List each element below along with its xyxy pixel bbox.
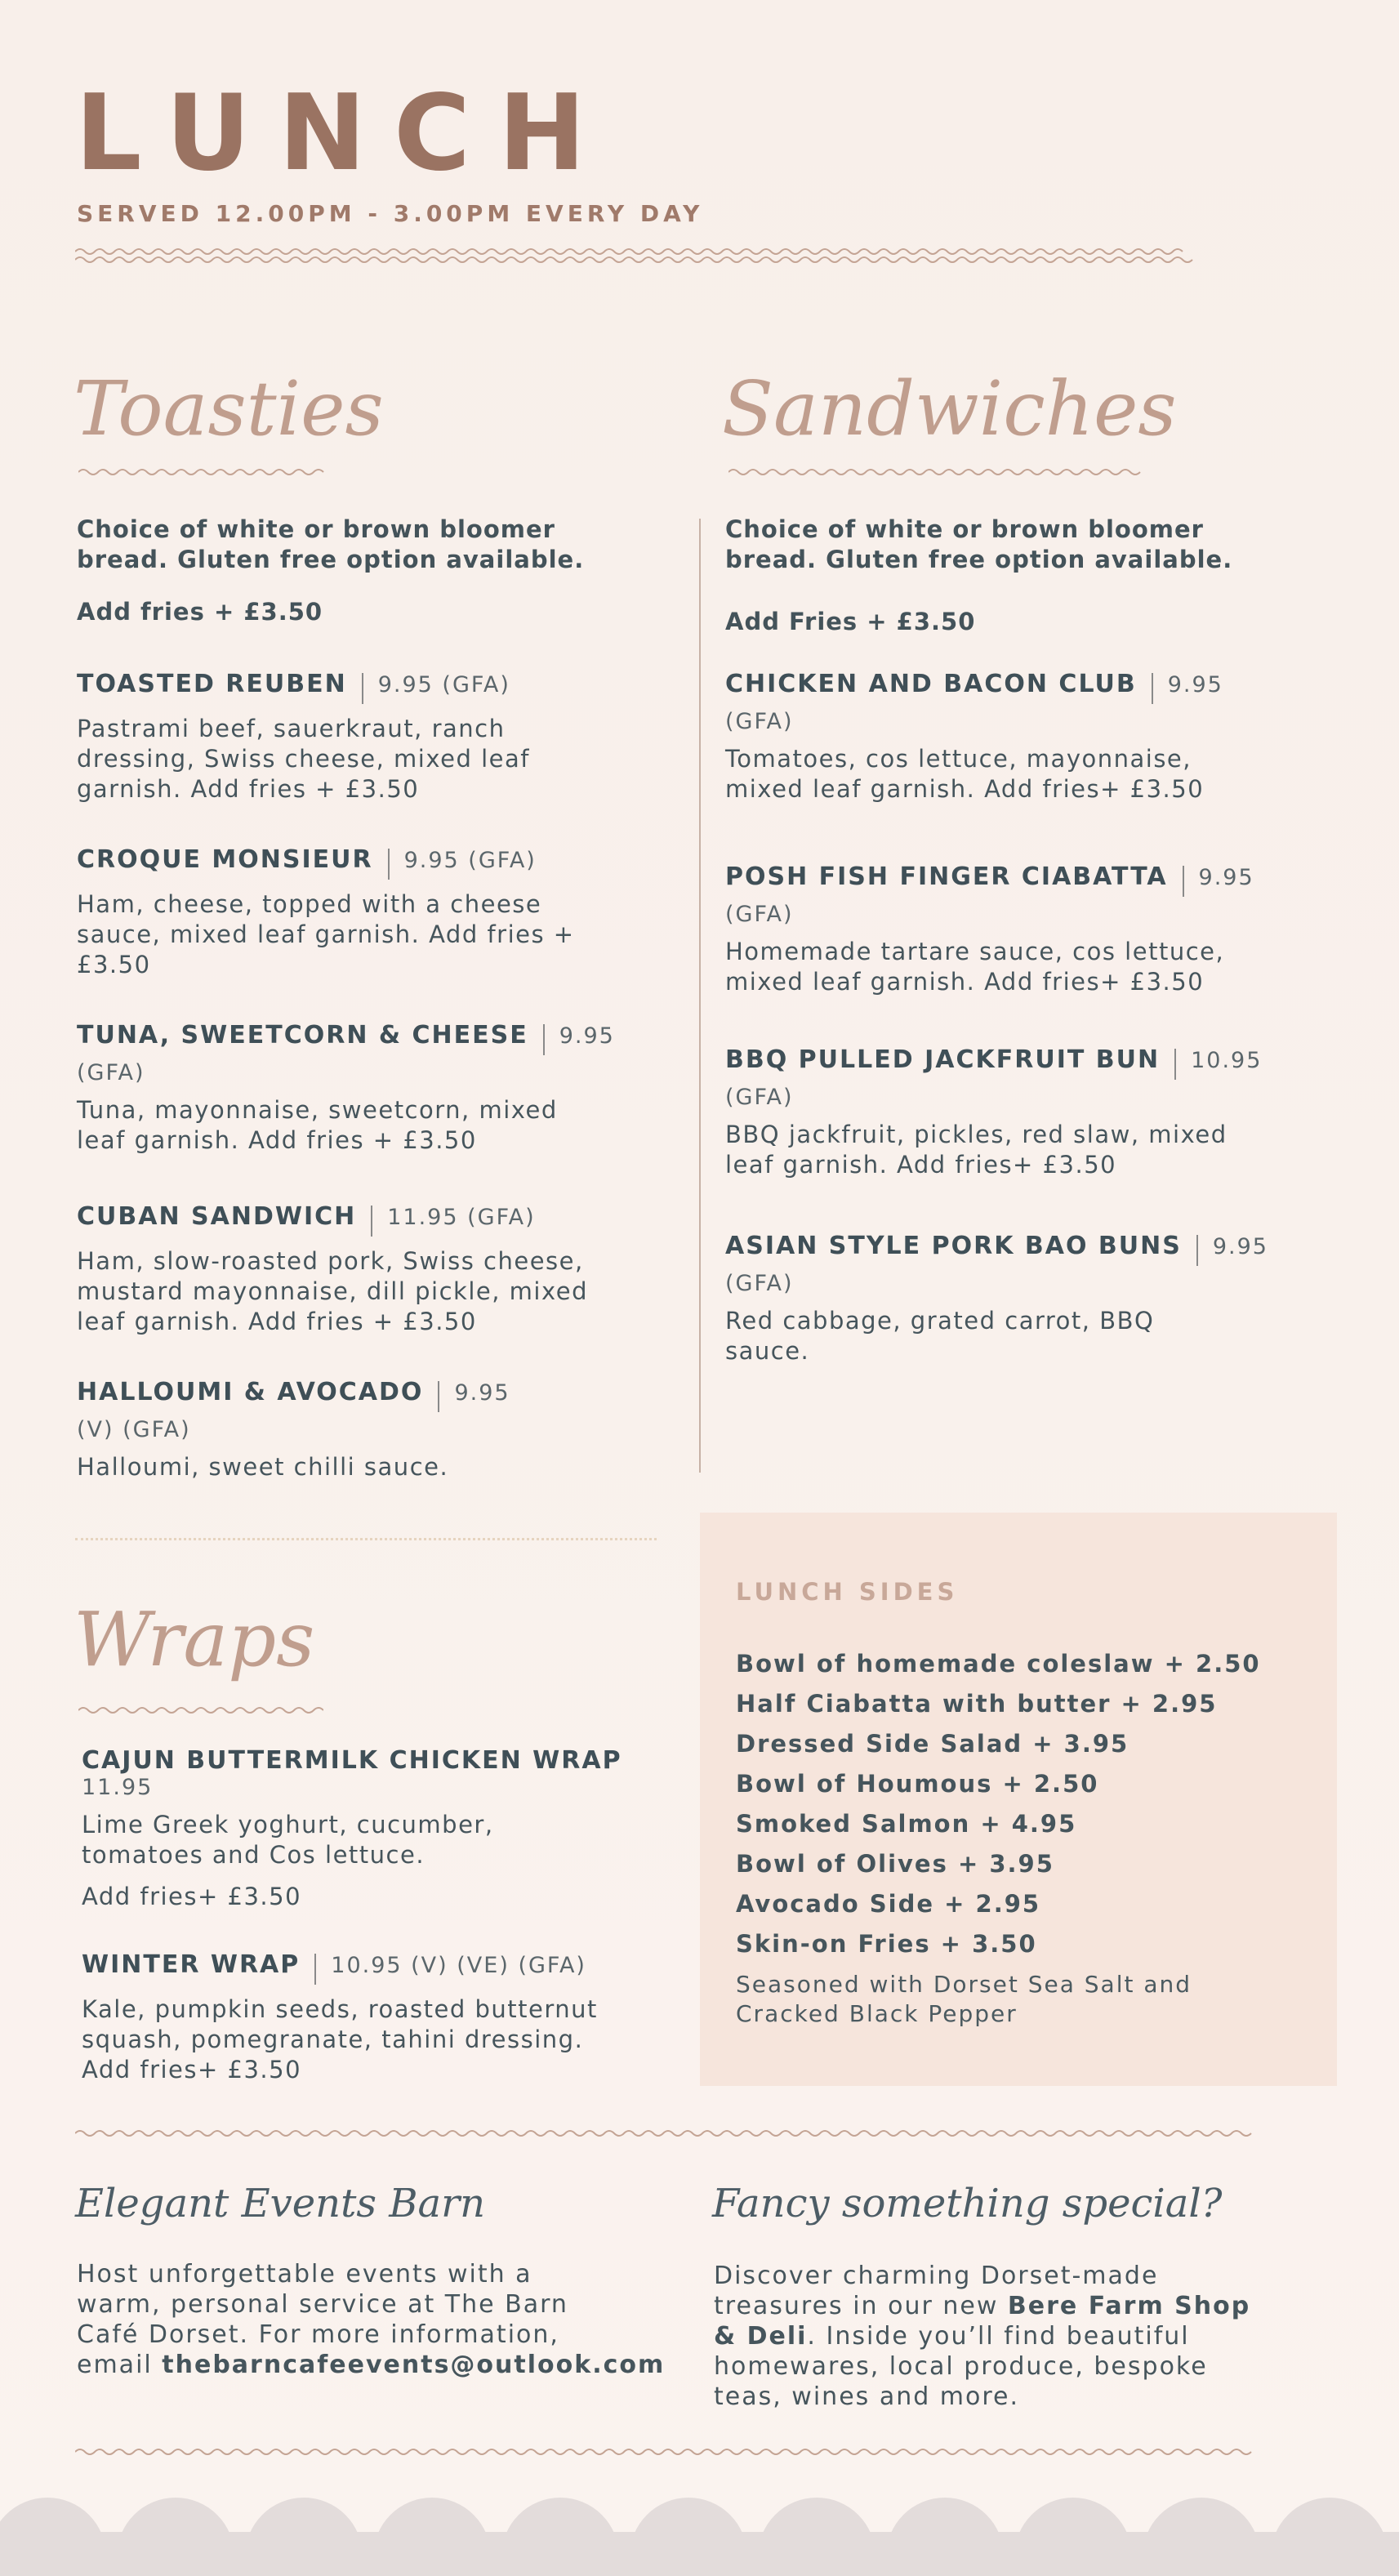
menu-item: TUNA, SWEETCORN & CHEESE 9.95 (GFA) Tuna, mayonnaise, sweetcorn, mixed leaf garnish. Add fries + £3.50 [77, 1021, 615, 1154]
menu-item: CUBAN SANDWICH 11.95 (GFA) Ham, slow-roasted pork, Swiss cheese, mustard mayonnaise, dill pickle, mixed leaf garnish. Add fries + £3.50 [77, 1202, 588, 1335]
column-divider [699, 519, 701, 1473]
toasties-add-fries: Add fries + £3.50 [77, 598, 323, 626]
sandwiches-heading: Sandwiches [722, 365, 1177, 452]
header-divider [75, 245, 1349, 266]
list-item: Bowl of Olives + 3.95 [736, 1850, 1054, 1878]
list-item: Bowl of homemade coleslaw + 2.50 [736, 1650, 1261, 1678]
sandwiches-add-fries: Add Fries + £3.50 [725, 608, 976, 635]
events-title: Elegant Events Barn [75, 2181, 486, 2226]
scalloped-border [0, 2483, 1399, 2576]
list-item: Bowl of Houmous + 2.50 [736, 1770, 1099, 1798]
special-text: Discover charming Dorset-made treasures in our new Bere Farm Shop & Deli. Inside you’ll find beautiful homewares, local produce, bespoke teas, wines and more. [714, 2262, 1251, 2411]
menu-title: LUNCH [75, 73, 614, 194]
footer-divider-bottom [75, 2445, 1320, 2458]
menu-item: CAJUN BUTTERMILK CHICKEN WRAP 11.95 Lime Greek yoghurt, cucumber, tomatoes and Cos lettuce. Add fries+ £3.50 [82, 1746, 622, 1910]
lunch-sides-box [700, 1513, 1337, 2086]
section-divider [75, 1538, 657, 1540]
menu-item: CROQUE MONSIEUR 9.95 (GFA) Ham, cheese, topped with a cheese sauce, mixed leaf garnish. Add fries + £3.50 [77, 845, 575, 978]
menu-item: TOASTED REUBEN 9.95 (GFA) Pastrami beef, sauerkraut, ranch dressing, Swiss cheese, mixed leaf garnish. Add fries + £3.50 [77, 670, 530, 803]
toasties-intro: Choice of white or brown bloomer bread. Gluten free option available. [77, 515, 585, 573]
lunch-sides-list [736, 1650, 1261, 1970]
list-item: Smoked Salmon + 4.95 [736, 1810, 1077, 1838]
menu-item: CHICKEN AND BACON CLUB 9.95 (GFA) Tomatoes, cos lettuce, mayonnaise, mixed leaf garnish. Add fries+ £3.50 [725, 670, 1223, 803]
list-item: Avocado Side + 2.95 [736, 1890, 1041, 1918]
menu-item: POSH FISH FINGER CIABATTA 9.95 (GFA) Homemade tartare sauce, cos lettuce, mixed leaf garnish. Add fries+ £3.50 [725, 862, 1254, 996]
sandwiches-intro: Choice of white or brown bloomer bread. Gluten free option available. [725, 515, 1233, 573]
list-item: Half Ciabatta with butter + 2.95 [736, 1690, 1218, 1718]
fries-seasoning-note: Seasoned with Dorset Sea Salt and Cracked Black Pepper [736, 1971, 1192, 2027]
menu-item: WINTER WRAP 10.95 (V) (VE) (GFA) Kale, pumpkin seeds, roasted butternut squash, pomegranate, tahini dressing. Add fries+ £3.50 [82, 1950, 598, 2084]
lunch-sides-title: LUNCH SIDES [736, 1578, 959, 1606]
wraps-heading: Wraps [74, 1596, 315, 1683]
list-item: Skin-on Fries + 3.50 [736, 1930, 1037, 1958]
menu-item: HALLOUMI & AVOCADO 9.95 (V) (GFA) Halloumi, sweet chilli sauce. [77, 1378, 510, 1481]
serving-hours: SERVED 12.00PM - 3.00PM EVERY DAY [77, 200, 704, 227]
toasties-underline [78, 466, 328, 479]
special-title: Fancy something special? [712, 2181, 1223, 2226]
footer-divider-top [75, 2127, 1320, 2140]
events-email-link[interactable]: thebarncafeevents@outlook.com [162, 2351, 666, 2379]
events-text: Host unforgettable events with a warm, personal service at The Barn Café Dorset. For more information, email thebarncafeevents@outlook.com [77, 2260, 666, 2379]
menu-item: BBQ PULLED JACKFRUIT BUN 10.95 (GFA) BBQ jackfruit, pickles, red slaw, mixed leaf garnish. Add fries+ £3.50 [725, 1045, 1263, 1179]
sandwiches-underline [728, 466, 1145, 479]
list-item: Dressed Side Salad + 3.95 [736, 1730, 1129, 1758]
toasties-heading: Toasties [74, 365, 384, 452]
menu-item: ASIAN STYLE PORK BAO BUNS 9.95 (GFA) Red cabbage, grated carrot, BBQ sauce. [725, 1232, 1268, 1365]
wraps-underline [78, 1704, 323, 1717]
